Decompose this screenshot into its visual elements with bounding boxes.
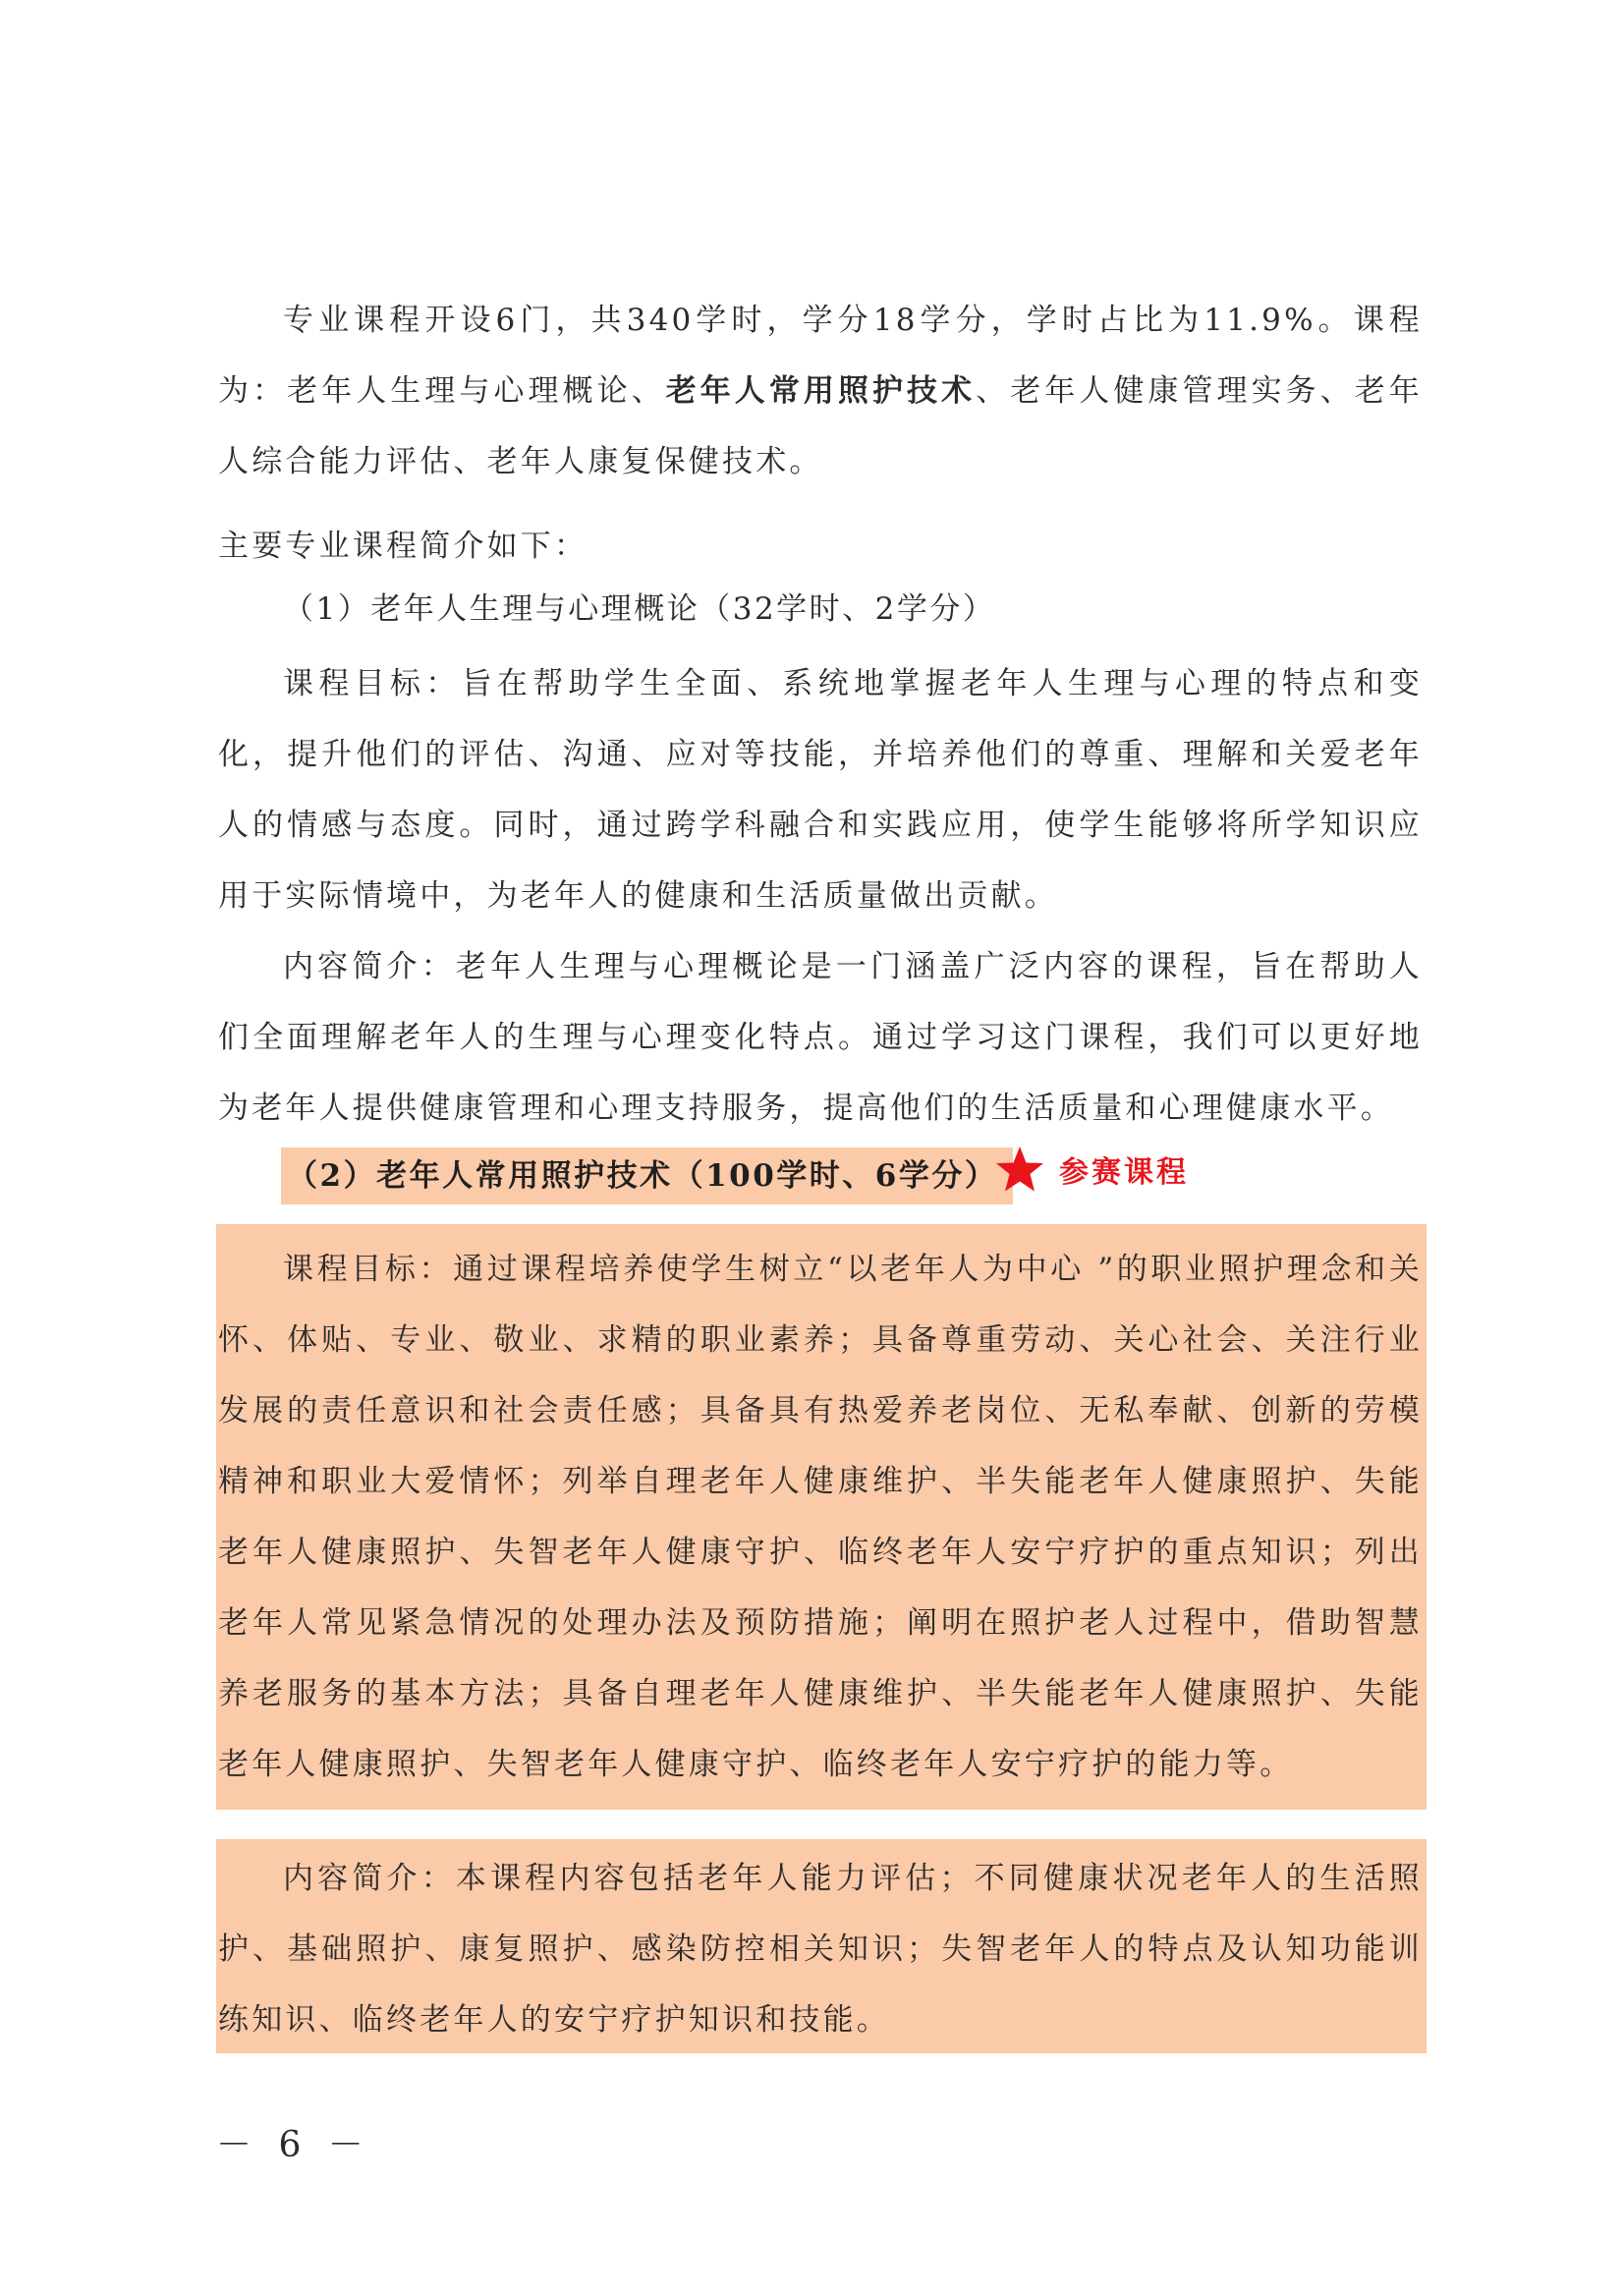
page-number: － 6 － bbox=[216, 2125, 371, 2165]
intro-bold-course: 老年人常用照护技术 bbox=[665, 373, 977, 409]
course1-goal: 课程目标：旨在帮助学生全面、系统地掌握老年人生理与心理的特点和变化，提升他们的评估、沟通、应对等技能，并培养他们的尊重、理解和关爱老年人的情感与态度。同时，通过跨学科融合和实践应用，使学生能够将所学知识应用于实际情境中，为老年人的健康和生活质量做出贡献。 bbox=[218, 666, 1423, 914]
course2-goal: 课程目标：通过课程培养使学生树立“以老年人为中心 ”的职业照护理念和关怀、体贴、专业、敬业、求精的职业素养；具备尊重劳动、关心社会、关注行业发展的责任意识和社会责任感；具备具有热爱养老岗位、无私奉献、创新的劳模精神和职业大爱情怀；列举自理老年人健康维护、半失能老年人健康照护、失能老年人健康照护、失智老年人健康守护、临终老年人安宁疗护的重点知识；列出老年人常见紧急情况的处理办法及预防措施；阐明在照护老人过程中，借助智慧养老服务的基本方法；具备自理老年人健康维护、半失能老年人健康照护、失能老年人健康照护、失智老年人健康守护、临终老年人安宁疗护的能力等。 bbox=[218, 1252, 1423, 1782]
intro-paragraph bbox=[218, 285, 1423, 497]
contest-course-label: 参赛课程 bbox=[1059, 1155, 1189, 1190]
course1-heading: （1）老年人生理与心理概论（32学时、2学分） bbox=[283, 591, 996, 627]
course2-heading: （2）老年人常用照护技术（100学时、6学分） bbox=[281, 1148, 1013, 1204]
course1-content: 内容简介：老年人生理与心理概论是一门涵盖广泛内容的课程，旨在帮助人们全面理解老年人的生理与心理变化特点。通过学习这门课程，我们可以更好地为老年人提供健康管理和心理支持服务，提高他们的生活质量和心理健康水平。 bbox=[218, 949, 1423, 1126]
intro-text-a: 专业课程开设6门，共340学时，学分18学分，学时占比为11.9%。课程为：老年人生理与心理概论、 bbox=[218, 303, 1423, 409]
main-courses-label: 主要专业课程简介如下： bbox=[218, 529, 588, 564]
intro-text-b: 、老年人健康管理实务、老年人综合能力评估、老年人康复保健技术。 bbox=[218, 373, 1423, 479]
course2-content: 内容简介：本课程内容包括老年人能力评估；不同健康状况老年人的生活照护、基础照护、康复照护、感染防控相关知识；失智老年人的特点及认知功能训练知识、临终老年人的安宁疗护知识和技能。 bbox=[218, 1861, 1423, 2038]
star-icon bbox=[994, 1144, 1045, 1195]
